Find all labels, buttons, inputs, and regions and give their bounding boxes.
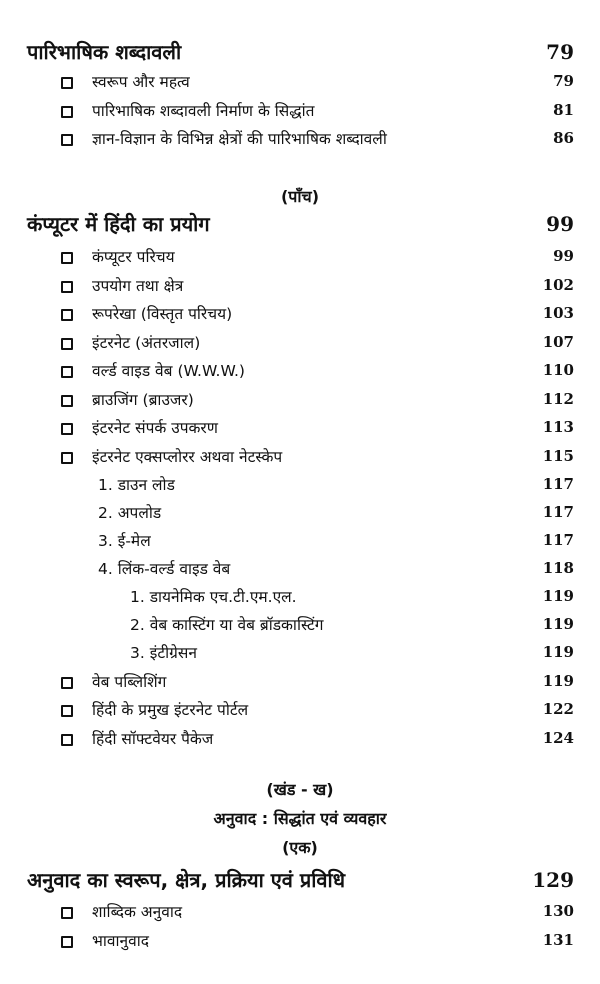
toc-entry-page: 119 — [542, 615, 574, 633]
toc-entry-text: कंप्यूटर परिचय — [92, 248, 175, 266]
toc-entry-text: उपयोग तथा क्षेत्र — [92, 277, 184, 295]
toc-entry-page: 103 — [542, 304, 574, 322]
toc-entry[interactable] — [0, 442, 600, 470]
toc-entry-page: 107 — [542, 333, 574, 351]
toc-entry-text: हिंदी के प्रमुख इंटरनेट पोर्टल — [92, 701, 249, 719]
toc-entry-page: 86 — [553, 129, 574, 147]
square-bullet-icon — [61, 677, 73, 689]
toc-subentry[interactable] — [0, 470, 600, 498]
toc-subentry-text: 3. ई-मेल — [98, 532, 151, 550]
toc-entry-text: शाब्दिक अनुवाद — [92, 903, 183, 921]
toc-subentry[interactable] — [0, 526, 600, 554]
toc-entry-page: 81 — [553, 101, 574, 119]
square-bullet-icon — [61, 77, 73, 89]
toc-entry-text: पारिभाषिक शब्दावली निर्माण के सिद्धांत — [92, 102, 315, 120]
square-bullet-icon — [61, 705, 73, 717]
toc-entry-text: इंटरनेट एक्सप्लोरर अथवा नेटस्केप — [92, 448, 283, 466]
toc-entry[interactable] — [0, 667, 600, 695]
toc-entry-text: वर्ल्ड वाइड वेब (W.W.W.) — [92, 362, 245, 380]
unit-label: (एक) — [282, 838, 318, 857]
toc-entry-page: 117 — [542, 503, 574, 521]
toc-entry[interactable] — [0, 242, 600, 270]
part-label: (खंड - ख) — [266, 780, 334, 799]
toc-subsubentry-text: 2. वेब कास्टिंग या वेब ब्रॉडकास्टिंग — [130, 616, 324, 634]
toc-subsubentry[interactable] — [0, 582, 600, 610]
toc-entry-page: 130 — [542, 902, 574, 920]
toc-entry-page: 122 — [542, 700, 574, 718]
square-bullet-icon — [61, 734, 73, 746]
toc-entry[interactable] — [0, 385, 600, 413]
toc-subentry[interactable] — [0, 554, 600, 582]
square-bullet-icon — [61, 936, 73, 948]
toc-subentry[interactable] — [0, 498, 600, 526]
toc-entry-page: 113 — [542, 418, 574, 436]
chapter-heading[interactable] — [0, 38, 600, 66]
chapter-page-number: 129 — [532, 868, 574, 892]
toc-entry-text: वेब पब्लिशिंग — [92, 673, 167, 691]
toc-subsubentry[interactable] — [0, 610, 600, 638]
part-title: अनुवाद : सिद्धांत एवं व्यवहार — [213, 809, 387, 828]
toc-entry[interactable] — [0, 724, 600, 752]
toc-entry-page: 119 — [542, 643, 574, 661]
toc-entry-page: 115 — [542, 447, 574, 465]
toc-entry-text: ज्ञान-विज्ञान के विभिन्न क्षेत्रों की पारिभाषिक शब्दावली — [92, 130, 387, 148]
chapter-title: पारिभाषिक शब्दावली — [27, 40, 182, 64]
square-bullet-icon — [61, 106, 73, 118]
toc-entry-page: 110 — [542, 361, 574, 379]
toc-entry-page: 119 — [542, 587, 574, 605]
square-bullet-icon — [61, 309, 73, 321]
square-bullet-icon — [61, 452, 73, 464]
chapter-heading[interactable] — [0, 866, 600, 894]
toc-entry-page: 99 — [553, 247, 574, 265]
toc-subsubentry-text: 1. डायनेमिक एच.टी.एम.एल. — [130, 588, 297, 606]
square-bullet-icon — [61, 252, 73, 264]
toc-subentry-text: 4. लिंक-वर्ल्ड वाइड वेब — [98, 560, 231, 578]
toc-entry-text: ब्राउजिंग (ब्राउजर) — [92, 391, 194, 409]
square-bullet-icon — [61, 338, 73, 350]
toc-entry-page: 117 — [542, 475, 574, 493]
toc-entry[interactable] — [0, 299, 600, 327]
toc-entry[interactable] — [0, 413, 600, 441]
toc-entry-page: 117 — [542, 531, 574, 549]
toc-entry-page: 124 — [542, 729, 574, 747]
toc-entry-page: 131 — [542, 931, 574, 949]
toc-subentry-text: 2. अपलोड — [98, 504, 162, 522]
square-bullet-icon — [61, 281, 73, 293]
chapter-title: कंप्यूटर में हिंदी का प्रयोग — [27, 212, 210, 236]
chapter-title: अनुवाद का स्वरूप, क्षेत्र, प्रक्रिया एवं प्रविधि — [27, 868, 346, 892]
square-bullet-icon — [61, 134, 73, 146]
toc-entry-page: 119 — [542, 672, 574, 690]
toc-entry[interactable] — [0, 695, 600, 723]
square-bullet-icon — [61, 395, 73, 407]
toc-entry-page: 118 — [542, 559, 574, 577]
toc-entry-text: भावानुवाद — [92, 932, 150, 950]
toc-entry-text: हिंदी सॉफ्टवेयर पैकेज — [92, 730, 214, 748]
toc-entry[interactable] — [0, 328, 600, 356]
chapter-heading[interactable] — [0, 210, 600, 238]
toc-entry-text: इंटरनेट संपर्क उपकरण — [92, 419, 218, 437]
square-bullet-icon — [61, 423, 73, 435]
toc-entry-page: 102 — [542, 276, 574, 294]
toc-entry-page: 112 — [542, 390, 574, 408]
toc-entry-text: स्वरूप और महत्व — [92, 73, 190, 91]
toc-entry[interactable] — [0, 897, 600, 925]
unit-label: (पाँच) — [280, 187, 320, 206]
toc-entry-page: 79 — [553, 72, 574, 90]
chapter-page-number: 79 — [546, 40, 574, 64]
toc-subentry-text: 1. डाउन लोड — [98, 476, 175, 494]
toc-entry-text: रूपरेखा (विस्तृत परिचय) — [92, 305, 233, 323]
toc-entry-text: इंटरनेट (अंतरजाल) — [92, 334, 201, 352]
toc-subsubentry[interactable] — [0, 638, 600, 666]
toc-entry[interactable] — [0, 124, 600, 152]
square-bullet-icon — [61, 907, 73, 919]
toc-entry[interactable] — [0, 96, 600, 124]
square-bullet-icon — [61, 366, 73, 378]
toc-entry[interactable] — [0, 271, 600, 299]
toc-entry[interactable] — [0, 67, 600, 95]
chapter-page-number: 99 — [546, 212, 574, 236]
toc-entry[interactable] — [0, 356, 600, 384]
toc-entry[interactable] — [0, 926, 600, 954]
toc-subsubentry-text: 3. इंटीग्रेसन — [130, 644, 197, 662]
